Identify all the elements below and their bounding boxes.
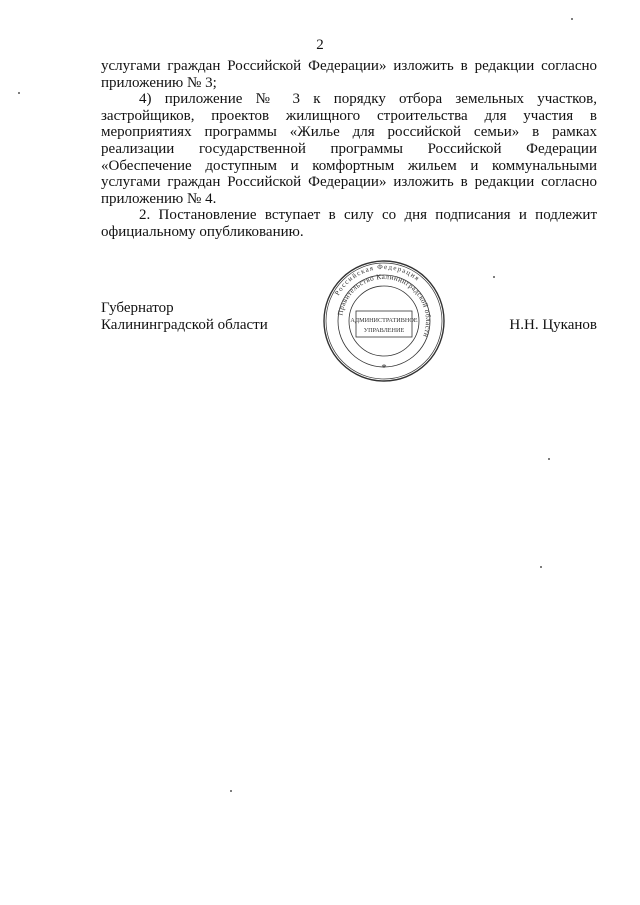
seal-graphic [322, 259, 446, 383]
scan-speck [230, 790, 232, 792]
signatory-title [101, 300, 268, 334]
seal-outer-text: Российская Федерация [333, 262, 422, 297]
scan-speck [540, 566, 542, 568]
scan-speck [18, 92, 20, 94]
paragraph-effective-date: 2. Постановление вступает в силу со дня подписания и подлежит официальному опубликованию. [101, 207, 597, 240]
signatory-title-line1: Губернатор [101, 300, 174, 316]
scan-speck [548, 458, 550, 460]
official-seal [322, 259, 446, 383]
seal-center-line2: УПРАВЛЕНИЕ [363, 327, 405, 334]
signer-name: Н.Н. Цуканов [509, 317, 597, 333]
scan-speck [571, 18, 573, 20]
paragraph-item-4: 4) приложение № 3 к порядку отбора земельных участков, застройщиков, проектов жилищного строительства для участия в мероприятиях программы «Жилье для российской семьи» в рамках реализации государственной программы Российской Федерации «Обеспечение доступным и комфортным жильем и коммунальными услугами граждан Российской Федерации» изложить в редакции согласно приложению № 4. [101, 91, 597, 207]
seal-inner-text: Правительство Калининградской области [336, 272, 433, 339]
seal-star: * [381, 362, 387, 374]
scan-speck [493, 276, 495, 278]
page-number: 2 [316, 37, 324, 53]
seal-center-line1: АДМИНИСТРАТИВНОЕ [350, 317, 418, 324]
paragraph-continuation: услугами граждан Российской Федерации» изложить в редакции согласно приложению № 3; [101, 58, 597, 91]
document-body [101, 58, 597, 241]
signatory-title-line2: Калининградской области [101, 317, 268, 333]
